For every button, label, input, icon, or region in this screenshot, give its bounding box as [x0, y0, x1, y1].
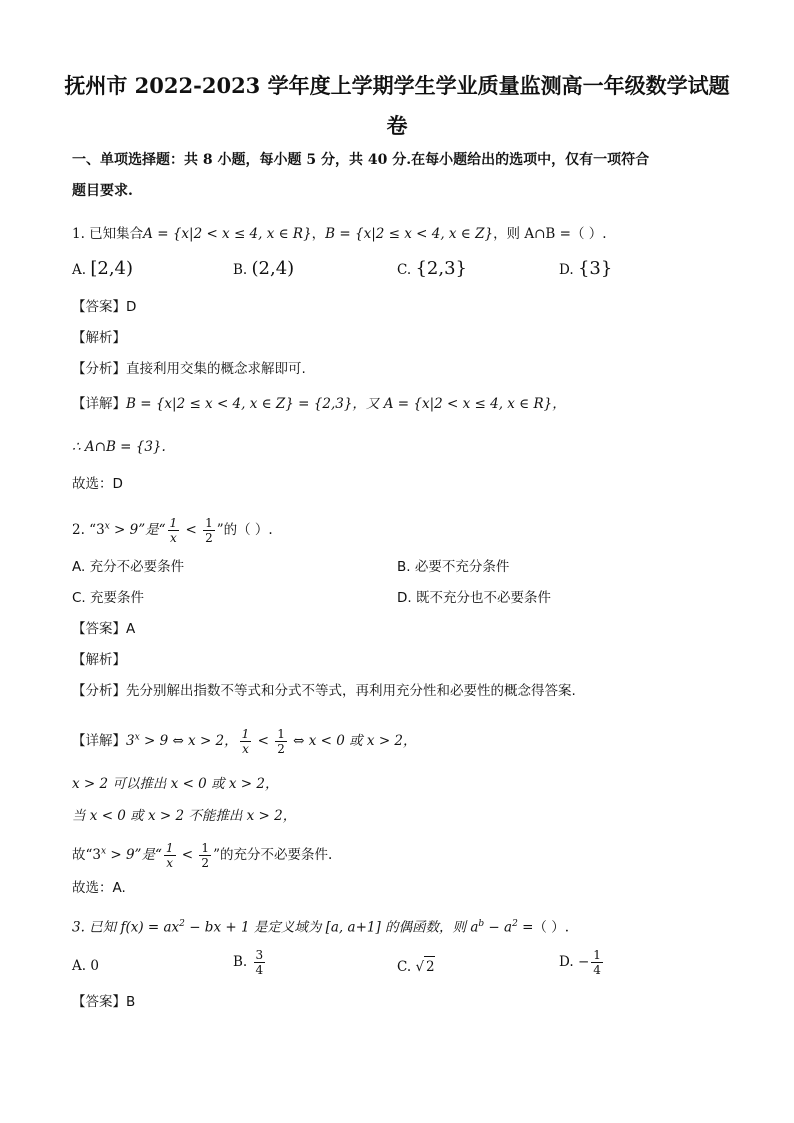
- q1-option-a: A. [2,4): [72, 258, 134, 279]
- q2-stem: 2. “$3^x > 9$”是“ $\frac{1}{x}$ < $\frac{1}{2}$ ”的（ ）.: [72, 516, 273, 545]
- q2-line-3: 当 x < 0 或 x > 2 不能推出 x > 2，: [72, 808, 297, 824]
- q2-option-d: D. 既不充分也不必要条件: [397, 590, 551, 606]
- q2-frac-1-over-2: $\frac{1}{2}$: [205, 516, 213, 545]
- section-header-continued: 题目要求.: [72, 183, 133, 199]
- q1-answer: 【答案】D: [72, 299, 137, 315]
- section-header: 一、单项选择题：共 8 小题，每小题 5 分，共 40 分.在每小题给出的选项中，仅有一项符合: [72, 152, 650, 168]
- q2-fenxi: 【分析】先分别解出指数不等式和分式不等式，再利用充分性和必要性的概念得答案.: [72, 683, 576, 699]
- q2-option-c: C. 充要条件: [72, 590, 145, 606]
- q1-choose: 故选：D: [72, 476, 123, 492]
- q1-set-b: B = {x|2 ≤ x < 4, x ∈ Z}: [325, 226, 494, 242]
- sqrt-icon: √: [415, 959, 425, 975]
- q1-therefore: ∴ A∩B = {3}.: [72, 439, 166, 455]
- q3-option-b-frac: $\frac{3}{4}$: [255, 948, 264, 977]
- q2-option-a: A. 充分不必要条件: [72, 559, 185, 575]
- q3-stem: 3. 已知 $f(x) = ax^2$ − bx + 1 是定义域为 [a, a+1] 的偶函数，则 $a^b - a^2$ =（ ）.: [72, 919, 570, 936]
- q2-answer: 【答案】A: [72, 621, 136, 637]
- q1-detail: 【详解】B = {x|2 ≤ x < 4, x ∈ Z} = {2,3}，又 A = {x|2 < x ≤ 4, x ∈ R}，: [72, 396, 566, 412]
- q3-option-d-frac: $\frac{1}{4}$: [593, 948, 601, 977]
- q1-option-c: C. {2,3}: [397, 258, 467, 279]
- q2-option-b: B. 必要不充分条件: [397, 559, 510, 575]
- q3-answer: 【答案】B: [72, 994, 136, 1010]
- q3-option-b: B. $\frac{3}{4}$: [233, 948, 264, 977]
- q1-option-c-value: {2,3}: [415, 258, 467, 279]
- q1-lead: 1. 已知集合: [72, 226, 144, 242]
- page-title: 抚州市 2022-2023 学年度上学期学生学业质量监测高一年级数学试题: [64, 73, 730, 98]
- q2-analysis-tag: 【解析】: [72, 652, 126, 668]
- q1-analysis-tag: 【解析】: [72, 330, 126, 346]
- q2-line-2: x > 2 可以推出 x < 0 或 x > 2，: [72, 776, 279, 792]
- q2-line-4: 故“$3^x > 9$”是“ $\frac{1}{x}$ < $\frac{1}{2}$ ”的充分不必要条件.: [72, 841, 333, 870]
- q1-option-d-value: {3}: [577, 258, 613, 279]
- q2-detail: 【详解】$3^x > 9$ ⇔ x > 2， $\frac{1}{x}$ < $\frac{1}{2}$ ⇔ x < 0 或 x > 2，: [72, 727, 417, 756]
- q3-option-c: C. √ 2: [397, 956, 435, 977]
- q1-sep: ，: [311, 226, 326, 242]
- q2-detail-frac-1-over-x: $\frac{1}{x}$: [241, 727, 250, 756]
- q1-option-d: D. {3}: [559, 258, 613, 279]
- q2-conclusion-frac-1-over-2: $\frac{1}{2}$: [201, 841, 210, 870]
- q2-conclusion-frac-1-over-x: $\frac{1}{x}$: [165, 841, 174, 870]
- q1-stem: [72, 224, 607, 244]
- q2-frac-1-over-x: $\frac{1}{x}$: [169, 516, 178, 545]
- q1-fenxi: 【分析】直接利用交集的概念求解即可.: [72, 361, 306, 377]
- page-title-continued: 卷: [386, 113, 408, 138]
- q1-option-b-value: (2,4): [251, 258, 295, 279]
- q1-option-a-value: [2,4): [90, 258, 134, 279]
- q3-option-a: A. 0: [72, 958, 99, 974]
- q1-option-b: B. (2,4): [233, 258, 295, 279]
- q2-detail-frac-1-over-2: $\frac{1}{2}$: [277, 727, 285, 756]
- q1-ask: ，则 A∩B =（ ）.: [493, 226, 607, 242]
- q3-option-d: D. − $\frac{1}{4}$: [559, 948, 601, 977]
- q2-choose: 故选：A.: [72, 880, 126, 896]
- q1-set-a: A = {x|2 < x ≤ 4, x ∈ R}: [143, 226, 312, 242]
